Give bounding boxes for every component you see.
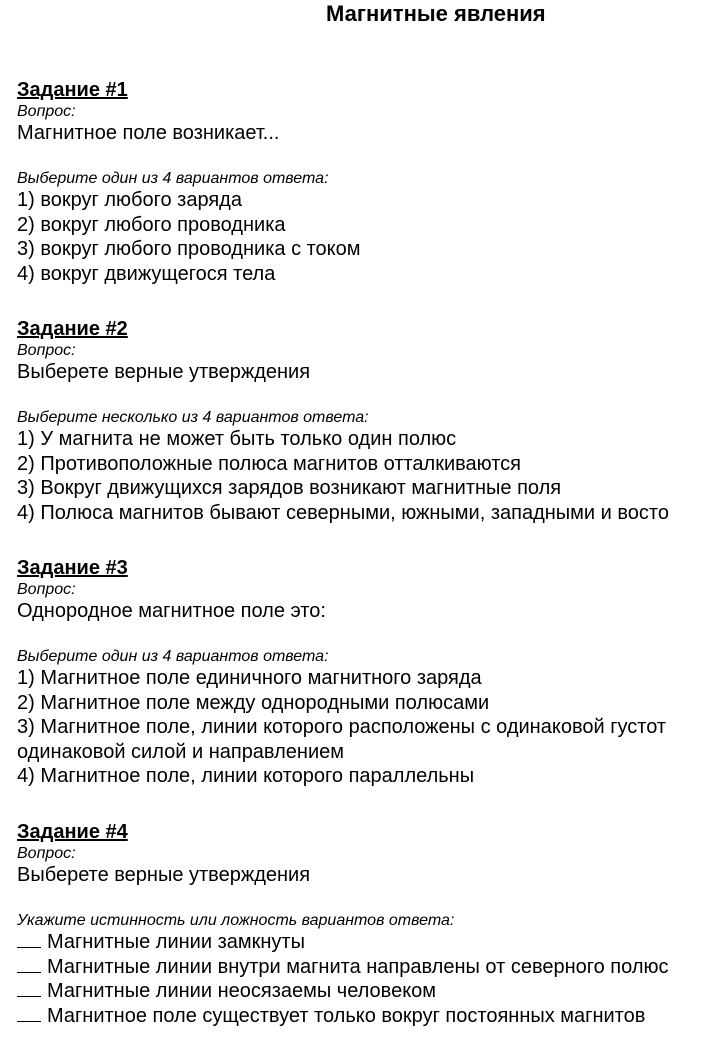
spacer	[17, 146, 710, 169]
answer-option: 3) Магнитное поле, линии которого расположены с одинаковой густот	[17, 716, 667, 738]
answer-option: 1) У магнита не может быть только один полюс	[17, 428, 457, 450]
question-text: Выберете верные утверждения	[17, 361, 311, 383]
task-4	[17, 820, 710, 1028]
document-title: Магнитные явления	[326, 1, 546, 26]
answer-blank	[17, 1004, 41, 1022]
statement-text: Магнитные линии внутри магнита направлены от северного полюс	[47, 955, 669, 978]
task-3	[17, 556, 710, 789]
question-caption: Вопрос:	[17, 342, 76, 359]
question-text: Магнитное поле возникает...	[17, 122, 280, 144]
spacer	[17, 888, 710, 911]
statement-text: Магнитные линии замкнуты	[47, 931, 305, 953]
answer-option: 2) Противоположные полюса магнитов отталкиваются	[17, 452, 521, 475]
answer-option: 1) вокруг любого заряда	[17, 189, 242, 211]
answer-blank	[17, 955, 41, 973]
answer-blank	[17, 979, 41, 997]
answer-option: 1) Магнитное поле единичного магнитного заряда	[17, 667, 482, 689]
answer-caption: Укажите истинность или ложность вариантов ответа:	[17, 912, 455, 929]
task-heading: Задание #1	[17, 79, 128, 101]
answer-blank	[17, 930, 41, 948]
question-text: Выберете верные утверждения	[17, 864, 311, 886]
answer-option-continuation: одинаковой силой и направлением	[17, 740, 344, 763]
answer-option: 4) вокруг движущегося тела	[17, 262, 276, 285]
task-heading: Задание #4	[17, 821, 128, 843]
answer-option: 4) Полюса магнитов бывают северными, южными, западными и восто	[17, 501, 669, 524]
true-false-item	[17, 930, 710, 955]
answer-option: 2) Магнитное поле между однородными полюсами	[17, 691, 490, 714]
answer-caption: Выберите один из 4 вариантов ответа:	[17, 170, 329, 187]
true-false-item	[17, 979, 710, 1004]
true-false-item	[17, 1004, 710, 1029]
task-heading: Задание #2	[17, 318, 128, 340]
answer-caption: Выберите несколько из 4 вариантов ответа:	[17, 409, 369, 426]
spacer	[17, 624, 710, 647]
task-1	[17, 78, 710, 286]
statement-text: Магнитное поле существует только вокруг постоянных магнитов	[47, 1004, 646, 1027]
answer-option: 2) вокруг любого проводника	[17, 213, 286, 236]
question-text: Однородное магнитное поле это:	[17, 600, 326, 622]
question-caption: Вопрос:	[17, 581, 76, 598]
question-caption: Вопрос:	[17, 845, 76, 862]
answer-caption: Выберите один из 4 вариантов ответа:	[17, 648, 329, 665]
statement-text: Магнитные линии неосязаемы человеком	[47, 980, 437, 1002]
task-heading: Задание #3	[17, 557, 128, 579]
question-caption: Вопрос:	[17, 103, 76, 120]
answer-option: 4) Магнитное поле, линии которого параллельны	[17, 765, 475, 787]
answer-option: 3) Вокруг движущихся зарядов возникают магнитные поля	[17, 477, 562, 499]
task-2	[17, 317, 710, 525]
spacer	[17, 385, 710, 408]
true-false-item	[17, 955, 710, 980]
answer-option: 3) вокруг любого проводника с током	[17, 238, 361, 260]
